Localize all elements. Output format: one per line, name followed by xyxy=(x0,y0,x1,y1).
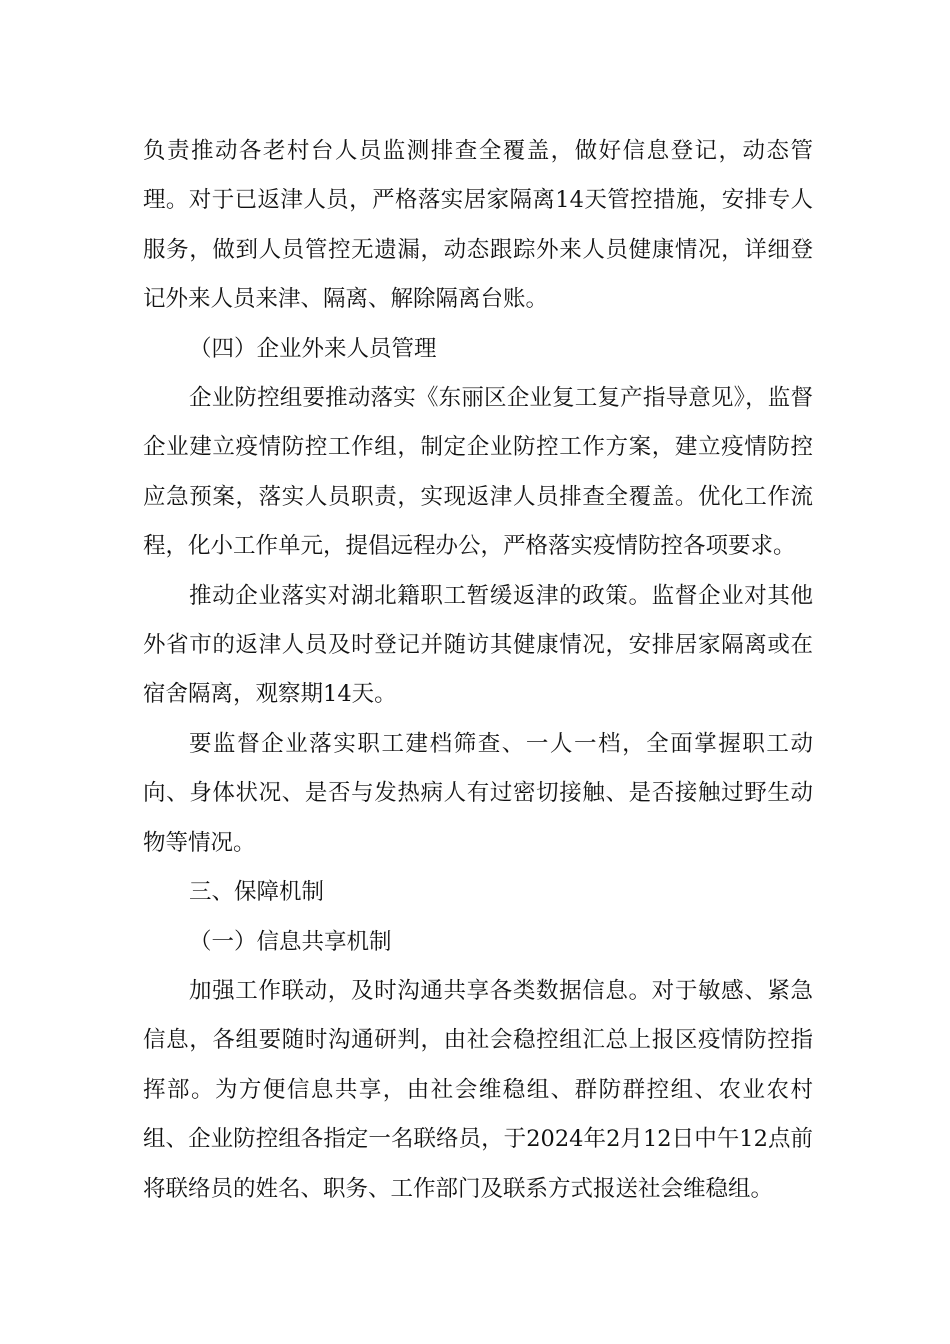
paragraph-employee-records: 要监督企业落实职工建档筛查、一人一档，全面掌握职工动向、身体状况、是否与发热病人有过密切接触、是否接触过野生动物等情况。 xyxy=(143,730,813,856)
subheading-enterprise-visitors: （四）企业外来人员管理 xyxy=(189,335,437,362)
paragraph-enterprise-guidance: 企业防控组要推动落实《东丽区企业复工复产指导意见》，监督企业建立疫情防控工作组，制定企业防控工作方案，建立疫情防控应急预案，落实人员职责，实现返津人员排查全覆盖。优化工作流程，化小工作单元，提倡远程办公，严格落实疫情防控各项要求。 xyxy=(143,385,813,560)
subheading-information-sharing: （一）信息共享机制 xyxy=(189,928,392,955)
paragraph-information-sharing: 加强工作联动，及时沟通共享各类数据信息。对于敏感、紧急信息，各组要随时沟通研判，由社会稳控组汇总上报区疫情防控指挥部。为方便信息共享，由社会维稳组、群防群控组、农业农村组、企业防控组各指定一名联络员，于2024年2月12日中午12点前将联络员的姓名、职务、工作部门及联系方式报送社会维稳组。 xyxy=(143,977,813,1202)
paragraph-continuation: 负责推动各老村台人员监测排查全覆盖，做好信息登记，动态管理。对于已返津人员，严格落实居家隔离14天管控措施，安排专人服务，做到人员管控无遗漏，动态跟踪外来人员健康情况，详细登记外来人员来津、隔离、解除隔离台账。 xyxy=(143,138,813,313)
document-body xyxy=(143,127,813,1214)
paragraph-hubei-policy: 推动企业落实对湖北籍职工暂缓返津的政策。监督企业对其他外省市的返津人员及时登记并随访其健康情况，安排居家隔离或在宿舍隔离，观察期14天。 xyxy=(143,582,813,708)
heading-safeguard-mechanism: 三、保障机制 xyxy=(189,879,325,906)
